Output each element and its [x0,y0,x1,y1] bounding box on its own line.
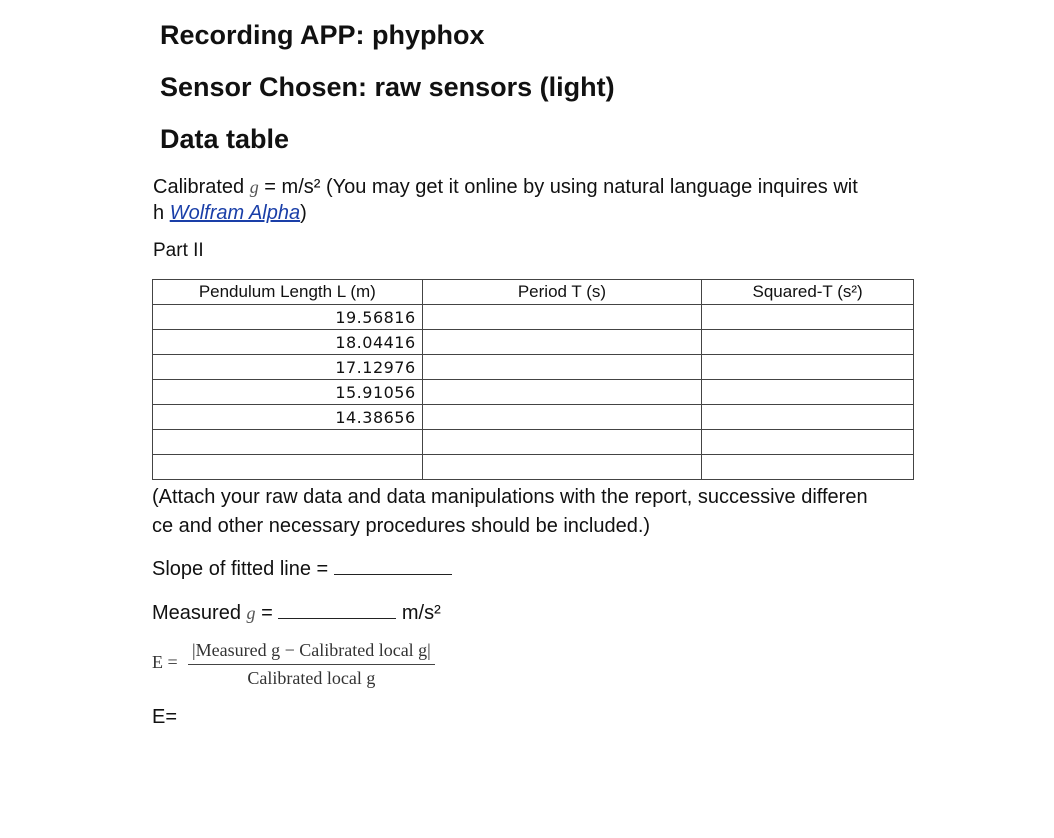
length-cell[interactable] [153,430,423,455]
col-header-length: Pendulum Length L (m) [153,280,423,305]
squared-cell[interactable] [702,380,914,405]
squared-cell[interactable] [702,330,914,355]
table-row [153,430,914,455]
length-cell[interactable]: 17.12976 [153,355,423,380]
col-header-squared: Squared-T (s²) [702,280,914,305]
attach-note-line-2: ce and other necessary procedures should be included.) [152,515,651,537]
heading-sensor-chosen: Sensor Chosen: raw sensors (light) [160,72,615,102]
slope-row [152,558,452,581]
squared-cell[interactable] [702,405,914,430]
squared-cell[interactable] [702,455,914,480]
col-header-period: Period T (s) [422,280,702,305]
formula-denominator: Calibrated local g [247,668,376,688]
formula-lhs: E = [152,652,178,672]
calibration-line-2 [153,202,307,225]
length-cell[interactable]: 15.91056 [153,380,423,405]
length-cell[interactable]: 19.56816 [153,305,423,330]
measured-row [152,602,441,625]
calibration-line2-prefix: h [153,202,170,224]
heading-data-table: Data table [160,124,290,154]
attach-note-line-1: (Attach your raw data and data manipulations with the report, successive differen [152,486,868,508]
period-cell[interactable] [422,380,702,405]
slope-answer-blank[interactable] [334,574,452,575]
table-header-row [153,280,914,305]
period-cell[interactable] [422,405,702,430]
table-row [153,405,914,430]
period-cell[interactable] [422,430,702,455]
table-row [153,330,914,355]
measured-label: Measured [152,602,241,624]
result-label: E= [152,706,178,728]
wolfram-alpha-link[interactable]: Wolfram Alpha [169,202,301,224]
heading-recording-app: Recording APP: phyphox [160,20,485,50]
slope-label: Slope of fitted line = [152,558,329,580]
squared-cell[interactable] [702,355,914,380]
calibrated-label: Calibrated [153,176,245,198]
table-row [153,355,914,380]
period-cell[interactable] [422,455,702,480]
period-cell[interactable] [422,305,702,330]
formula-numerator: |Measured g − Calibrated local g| [188,640,435,665]
calibration-unit-text: = m/s² (You may get it online by using natural language inquires wit [264,176,858,198]
squared-cell[interactable] [702,305,914,330]
part-label: Part II [153,240,204,261]
formula-fraction [188,640,435,689]
squared-cell[interactable] [702,430,914,455]
measured-unit: m/s² [401,602,441,624]
table-row [153,455,914,480]
length-cell[interactable]: 14.38656 [153,405,423,430]
measured-answer-blank[interactable] [278,618,396,619]
g-symbol: g [249,177,259,197]
calibration-line-1 [153,176,858,199]
period-cell[interactable] [422,355,702,380]
measured-equals: = [261,602,273,624]
calibration-line2-suffix: ) [300,202,307,224]
data-table [152,279,914,480]
period-cell[interactable] [422,330,702,355]
table-row [153,305,914,330]
table-row [153,380,914,405]
length-cell[interactable]: 18.04416 [153,330,423,355]
g-symbol: g [246,603,256,623]
length-cell[interactable] [153,455,423,480]
